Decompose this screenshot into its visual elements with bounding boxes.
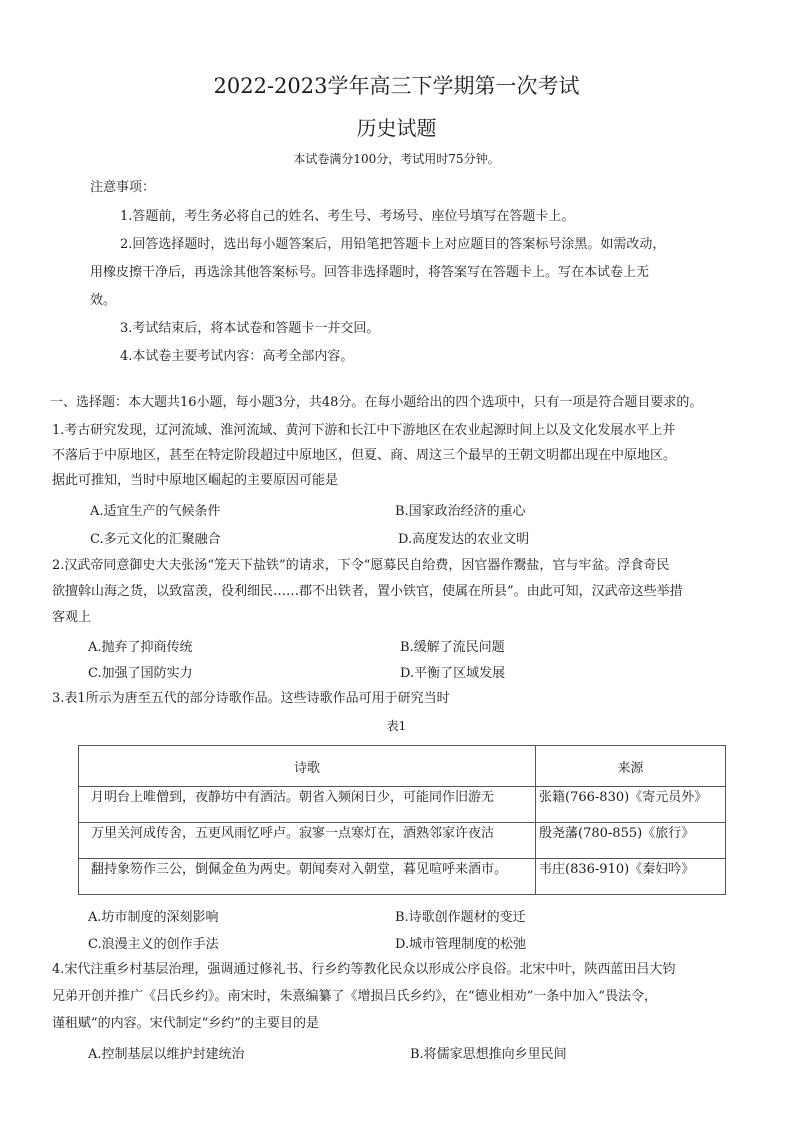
table-cell-source: 韦庄(836-910)《秦妇吟》: [536, 859, 726, 895]
subject-title: 历史试题: [356, 116, 437, 140]
notice-item-2-cont: 用橡皮擦干净后，再选涂其他答案标号。回答非选择题时，将答案写在答题卡上。写在本试卷上无: [90, 265, 650, 280]
question-2-option-a[interactable]: A.抛弃了抑商传统: [88, 640, 193, 655]
table-header-poem: 诗歌: [79, 746, 536, 787]
question-4-line-2: 兄弟开创并推广《吕氏乡约》。南宋时，朱熹编纂了《增损吕氏乡约》，在“德业相劝”一条中加入“畏法令，: [52, 989, 657, 1004]
question-2-line-2: 欲擅斡山海之货，以致富羡，役利细民……郡不出铁者，置小铁官，使属在所县”。由此可知，汉武帝这些举措: [52, 584, 683, 599]
question-1-line-2: 不落后于中原地区，甚至在特定阶段超过中原地区，但夏、商、周这三个最早的王朝文明都出现在中原地区。: [52, 448, 677, 463]
poem-table: [78, 745, 726, 895]
question-1-option-b[interactable]: B.国家政治经济的重心: [395, 504, 526, 519]
table-cell-source: 张籍(766-830)《寄元员外》: [536, 787, 726, 823]
table-header-row: [79, 746, 726, 787]
question-3-option-b[interactable]: B.诗歌创作题材的变迁: [395, 910, 526, 925]
question-4-line-3: 谨租赋”的内容。宋代制定“乡约”的主要目的是: [52, 1016, 319, 1031]
notice-item-2-end: 效。: [90, 293, 117, 308]
notice-item-3: 3.考试结束后，将本试卷和答题卡一并交回。: [120, 321, 380, 336]
notice-item-4: 4.本试卷主要考试内容：高考全部内容。: [120, 349, 354, 364]
question-2-option-d[interactable]: D.平衡了区域发展: [400, 666, 506, 681]
section-heading: 一、选择题：本大题共16小题，每小题3分，共48分。在每小题给出的四个选项中，只有一项是符合题目要求的。: [50, 395, 703, 410]
question-3-option-a[interactable]: A.坊市制度的深刻影响: [88, 910, 219, 925]
question-2-option-b[interactable]: B.缓解了流民问题: [400, 640, 505, 655]
table-cell-poem: 翻持象笏作三公，倒佩金鱼为两史。朝闻奏对入朝堂，暮见喧呼来酒市。: [79, 859, 536, 895]
question-1-option-a[interactable]: A.适宜生产的气候条件: [90, 504, 221, 519]
question-1-option-d[interactable]: D.高度发达的农业文明: [398, 532, 530, 547]
exam-title: 2022-2023学年高三下学期第一次考试: [213, 74, 580, 98]
table-cell-poem: 月明台上唯僧到，夜静坊中有酒沽。朝省入频闲日少，可能同作旧游无: [79, 787, 536, 823]
notice-item-2: 2.回答选择题时，选出每小题答案后，用铅笔把答题卡上对应题目的答案标号涂黑。如需改动，: [120, 237, 666, 252]
table-cell-source: 殷尧藩(780-855)《旅行》: [536, 823, 726, 859]
notice-heading: 注意事项：: [90, 180, 156, 195]
question-1-line-3: 据此可推知，当时中原地区崛起的主要原因可能是: [52, 473, 339, 488]
question-2-line-3: 客观上: [52, 610, 92, 625]
table-caption: 表1: [386, 719, 407, 733]
exam-meta: 本试卷满分100分，考试用时75分钟。: [293, 152, 500, 166]
question-2-option-c[interactable]: C.加强了国防实力: [88, 666, 193, 681]
question-4-line-1: 4.宋代注重乡村基层治理，强调通过修礼书、行乡约等教化民众以形成公序良俗。北宋中叶，陕西蓝田吕大钧: [52, 962, 676, 977]
question-2-line-1: 2.汉武帝同意御史大夫张汤“笼天下盐铁”的请求，下令“愿募民自给费，因官器作鬻盐，官与牢盆。浮食奇民: [52, 558, 670, 573]
notice-item-1: 1.答题前，考生务必将自己的姓名、考生号、考场号、座位号填写在答题卡上。: [120, 209, 575, 224]
table-row: [79, 823, 726, 859]
question-1-line-1: 1.考古研究发现，辽河流域、淮河流域、黄河下游和长江中下游地区在农业起源时间上以及文化发展水平上并: [52, 423, 676, 438]
table-header-source: 来源: [536, 746, 726, 787]
table-cell-poem: 万里关河成传舍，五更风雨忆呼卢。寂寥一点寒灯在，酒熟邻家许夜沽: [79, 823, 536, 859]
question-3-line-1: 3.表1所示为唐至五代的部分诗歌作品。这些诗歌作品可用于研究当时: [52, 691, 450, 706]
table-row: [79, 787, 726, 823]
table-row: [79, 859, 726, 895]
question-3-option-c[interactable]: C.浪漫主义的创作手法: [88, 937, 219, 952]
question-1-option-c[interactable]: C.多元文化的汇聚融合: [90, 532, 221, 547]
question-4-option-b[interactable]: B.将儒家思想推向乡里民间: [410, 1047, 567, 1062]
question-3-option-d[interactable]: D.城市管理制度的松弛: [395, 937, 527, 952]
question-4-option-a[interactable]: A.控制基层以维护封建统治: [88, 1047, 245, 1062]
